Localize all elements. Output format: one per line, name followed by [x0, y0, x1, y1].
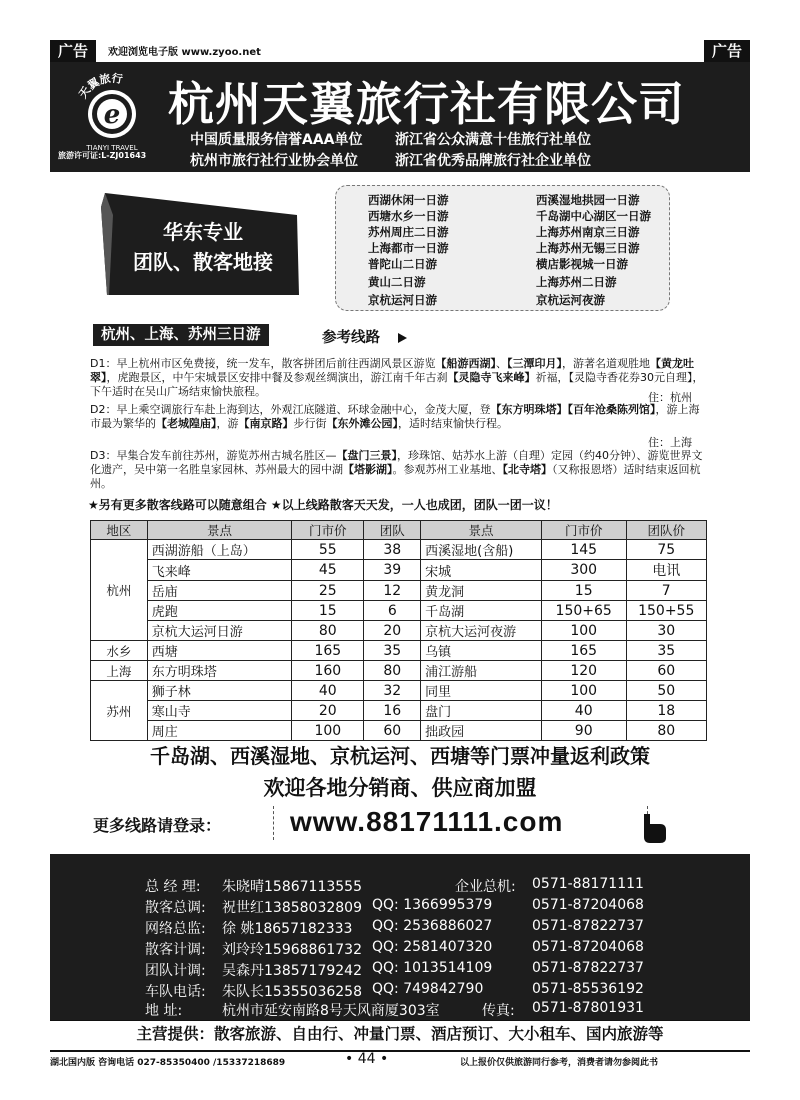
- contact-value: 朱队长15355036258: [222, 984, 362, 1000]
- main-services: 主营提供：散客旅游、自由行、冲量门票、酒店预订、大小租车、国内旅游等: [50, 1020, 750, 1046]
- price-cell: 6: [364, 601, 421, 621]
- section-reference: 参考线路: [322, 330, 380, 346]
- col-header: 景点: [147, 521, 291, 540]
- tour-item: 苏州周庄二日游: [368, 225, 449, 239]
- price-cell: 100: [541, 621, 626, 641]
- spot-cell: 寒山寺: [147, 701, 291, 721]
- spot-cell: 拙政园: [421, 721, 542, 741]
- honor-2: 浙江省公众满意十佳旅行社单位: [395, 132, 591, 148]
- price-cell: 90: [541, 721, 626, 741]
- honor-3: 杭州市旅行社行业协会单位: [190, 153, 358, 169]
- price-cell: 35: [626, 641, 707, 661]
- logo-emblem-icon: [62, 68, 162, 152]
- price-cell: 300: [541, 560, 626, 581]
- contact-tel: 0571-87822737: [532, 918, 644, 934]
- price-cell: 30: [626, 621, 707, 641]
- tour-item: 西溪湿地拱园一日游: [536, 193, 640, 207]
- spot-cell: 浦江游船: [421, 661, 542, 681]
- logo-arc-text: 天翼旅行: [76, 71, 124, 101]
- section-title: 杭州、上海、苏州三日游: [93, 324, 269, 346]
- contact-label: 团队计调:: [145, 963, 206, 979]
- spot-cell: 京杭大运河日游: [147, 621, 291, 641]
- tour-item: 上海都市一日游: [368, 241, 449, 255]
- tour-item: 上海苏州南京三日游: [536, 225, 640, 239]
- top-strip: [50, 40, 750, 62]
- spot-cell: 京杭大运河夜游: [421, 621, 542, 641]
- region-cell: 苏州: [91, 681, 148, 741]
- tour-item: 西湖休闲一日游: [368, 193, 449, 207]
- spot-cell: 西溪湿地(含船): [421, 540, 542, 560]
- price-cell: 120: [541, 661, 626, 681]
- price-cell: 60: [364, 721, 421, 741]
- tour-item: 上海苏州二日游: [536, 275, 617, 289]
- region-cell: 上海: [91, 661, 148, 681]
- price-cell: 16: [364, 701, 421, 721]
- tour-item: 横店影视城一日游: [536, 257, 628, 271]
- contact-row: [50, 960, 750, 980]
- website-link[interactable]: www.88171111.com: [290, 806, 564, 837]
- contact-panel: [50, 854, 750, 1020]
- price-cell: 60: [626, 661, 707, 681]
- table-row: [91, 601, 707, 621]
- col-header: 团队价: [626, 521, 707, 540]
- spot-cell: 飞来峰: [147, 560, 291, 581]
- table-row: [91, 661, 707, 681]
- price-cell: 45: [292, 560, 364, 581]
- price-cell: 7: [626, 581, 707, 601]
- honor-4: 浙江省优秀品牌旅行社企业单位: [395, 153, 591, 169]
- table-header-row: [91, 521, 707, 540]
- table-row: [91, 681, 707, 701]
- license-number: 旅游许可证:L-ZJ01643: [58, 151, 147, 160]
- itinerary-day3: D3：早集合发车前往苏州，游览苏州古城名胜区—【盘门三景】，珍珠馆、姑苏水上游（自理）定园（约40分钟）、游览世界文化遗产，吴中第一名胜皇家园林、苏州最大的园中湖【塔影湖】。参观苏州工业基地、【北寺塔】（又称报恩塔）适时结束返回杭州。: [90, 449, 703, 490]
- contact-tel: 0571-87204068: [532, 897, 644, 913]
- spot-cell: 西塘: [147, 641, 291, 661]
- spot-cell: 盘门: [421, 701, 542, 721]
- price-cell: 55: [292, 540, 364, 560]
- price-cell: 38: [364, 540, 421, 560]
- welcome-text[interactable]: 欢迎浏览电子版 www.zyoo.net: [108, 47, 261, 58]
- table-row: [91, 621, 707, 641]
- table-row: [91, 560, 707, 581]
- contact-tel: 0571-87204068: [532, 939, 644, 955]
- contact-label: 地 址:: [145, 1003, 183, 1019]
- spot-cell: 同里: [421, 681, 542, 701]
- contact-value: 徐 姚18657182333: [222, 921, 353, 937]
- tour-item: 西塘水乡一日游: [368, 209, 449, 223]
- contact-label: 总 经 理:: [145, 879, 201, 895]
- price-cell: 80: [626, 721, 707, 741]
- spot-cell: 西湖游船（上岛）: [147, 540, 291, 560]
- tel-label: 传真:: [482, 1003, 515, 1019]
- region-cell: 杭州: [91, 540, 148, 641]
- spot-cell: 虎跑: [147, 601, 291, 621]
- footer-left: 湖北国内版 咨询电话 027-85350400 /15337218689: [50, 1058, 286, 1068]
- spot-cell: 周庄: [147, 721, 291, 741]
- tour-item: 黄山二日游: [368, 275, 426, 289]
- partner-welcome: 欢迎各地分销商、供应商加盟: [263, 776, 537, 800]
- price-cell: 25: [292, 581, 364, 601]
- contact-qq: QQ: 1013514109: [372, 960, 493, 976]
- table-row: [91, 721, 707, 741]
- contact-value: 刘玲玲15968861732: [222, 942, 362, 958]
- col-header: 门市价: [292, 521, 364, 540]
- contact-tel: 0571-87822737: [532, 960, 644, 976]
- price-cell: 12: [364, 581, 421, 601]
- price-cell: 150+55: [626, 601, 707, 621]
- contact-qq: QQ: 2581407320: [372, 939, 493, 955]
- region-cell: 水乡: [91, 641, 148, 661]
- contact-row: [50, 981, 750, 1001]
- price-cell: 100: [292, 721, 364, 741]
- spot-cell: 黄龙洞: [421, 581, 542, 601]
- svg-text:e: e: [103, 100, 121, 130]
- itinerary-day2-stay: 住：上海: [648, 436, 692, 449]
- honor-1: 中国质量服务信誉AAA单位: [190, 132, 363, 148]
- spot-cell: 宋城: [421, 560, 542, 581]
- col-header: 地区: [91, 521, 148, 540]
- tour-item: 京杭运河夜游: [536, 293, 605, 307]
- table-row: [91, 540, 707, 560]
- page-number: • 44 •: [345, 1051, 389, 1067]
- tour-item: 千岛湖中心湖区一日游: [536, 209, 651, 223]
- price-cell: 165: [541, 641, 626, 661]
- tour-item: 普陀山二日游: [368, 257, 437, 271]
- contact-label: 网络总监:: [145, 921, 206, 937]
- col-header: 团队: [364, 521, 421, 540]
- ad-tag-right: 广告: [704, 40, 750, 62]
- spot-cell: 岳庙: [147, 581, 291, 601]
- company-title: 杭州天翼旅行社有限公司: [168, 77, 685, 131]
- price-cell: 80: [292, 621, 364, 641]
- notice-text: ★另有更多散客线路可以随意组合 ★以上线路散客天天发，一人也成团，团队一团一议！: [88, 498, 558, 512]
- arrow-right-icon: [398, 333, 407, 343]
- table-row: [91, 641, 707, 661]
- table-row: [91, 581, 707, 601]
- contact-value: 吴森丹13857179242: [222, 963, 362, 979]
- tour-item: 京杭运河日游: [368, 293, 437, 307]
- contact-value: 杭州市延安南路8号天风商厦303室: [222, 1003, 440, 1019]
- footer-divider: [50, 1050, 750, 1052]
- company-header: [50, 62, 750, 172]
- pointing-hand-icon: [638, 812, 668, 844]
- price-cell: 75: [626, 540, 707, 560]
- contact-value: 朱晓晴15867113555: [222, 879, 362, 895]
- ad-tag-left: 广告: [50, 40, 96, 62]
- price-cell: 15: [541, 581, 626, 601]
- price-cell: 145: [541, 540, 626, 560]
- spot-cell: 狮子林: [147, 681, 291, 701]
- contact-tel: 0571-87801931: [532, 1000, 644, 1016]
- contact-row: [50, 1000, 750, 1020]
- contact-tel: 0571-88171111: [532, 876, 644, 892]
- logo-sub-text: TIANYI TRAVEL: [86, 144, 138, 152]
- price-cell: 18: [626, 701, 707, 721]
- price-cell: 40: [541, 701, 626, 721]
- price-cell: 100: [541, 681, 626, 701]
- contact-row: [50, 876, 750, 896]
- banner-line2: 团队、散客地接: [133, 250, 273, 274]
- contact-row: [50, 897, 750, 917]
- company-logo: [62, 68, 162, 152]
- col-header: 景点: [421, 521, 542, 540]
- price-cell: 50: [626, 681, 707, 701]
- col-header: 门市价: [541, 521, 626, 540]
- footer-right: 以上报价仅供旅游同行参考，消费者请勿参阅此书: [460, 1058, 659, 1068]
- spot-cell: 乌镇: [421, 641, 542, 661]
- price-cell: 20: [364, 621, 421, 641]
- spot-cell: 东方明珠塔: [147, 661, 291, 681]
- itinerary-day1: D1：早上杭州市区免费接，统一发车，散客拼团后前往西湖风景区游览【船游西湖】、【三潭印月】，游著名道观胜地【黄龙吐翠】，虎跑景区，中午宋城景区安排中餐及参观丝绸演出，游江南千年古刹【灵隐寺飞来峰】祈福，【灵隐寺香花券30元自理】，下午适时在吴山广场结束愉快旅程。: [90, 357, 704, 398]
- price-cell: 35: [364, 641, 421, 661]
- contact-tel: 0571-85536192: [532, 981, 644, 997]
- contact-label: 车队电话:: [145, 984, 206, 1000]
- rebate-policy: 千岛湖、西溪湿地、京杭运河、西塘等门票冲量返利政策: [150, 744, 650, 768]
- tel-label: 企业总机:: [455, 879, 516, 895]
- price-cell: 39: [364, 560, 421, 581]
- banner-line1: 华东专业: [163, 220, 243, 244]
- more-routes-label: 更多线路请登录：: [93, 816, 222, 835]
- price-cell: 电讯: [626, 560, 707, 581]
- contact-value: 祝世红13858032809: [222, 900, 362, 916]
- price-cell: 160: [292, 661, 364, 681]
- price-cell: 20: [292, 701, 364, 721]
- contact-qq: QQ: 1366995379: [372, 897, 493, 913]
- contact-row: [50, 918, 750, 938]
- service-banner: [95, 185, 305, 297]
- tour-item: 上海苏州无锡三日游: [536, 241, 640, 255]
- tour-list: [335, 185, 670, 311]
- price-cell: 15: [292, 601, 364, 621]
- table-row: [91, 701, 707, 721]
- itinerary-day1-stay: 住：杭州: [648, 391, 692, 404]
- contact-label: 散客总调:: [145, 900, 206, 916]
- price-cell: 165: [292, 641, 364, 661]
- itinerary-day2: D2：早上乘空调旅行车赴上海到达，外观江底隧道、环球金融中心，金茂大厦，登【东方明珠塔】【百年沧桑陈列馆】，游上海市最为繁华的【老城隍庙】，游【南京路】步行街【东外滩公园】，适时结束愉快行程。: [90, 403, 700, 430]
- price-cell: 40: [292, 681, 364, 701]
- contact-row: [50, 939, 750, 959]
- contact-label: 散客计调:: [145, 942, 206, 958]
- spot-cell: 千岛湖: [421, 601, 542, 621]
- contact-qq: QQ: 2536886027: [372, 918, 493, 934]
- price-cell: 150+65: [541, 601, 626, 621]
- contact-qq: QQ: 749842790: [372, 981, 484, 997]
- price-table: [90, 520, 707, 741]
- price-cell: 80: [364, 661, 421, 681]
- price-cell: 32: [364, 681, 421, 701]
